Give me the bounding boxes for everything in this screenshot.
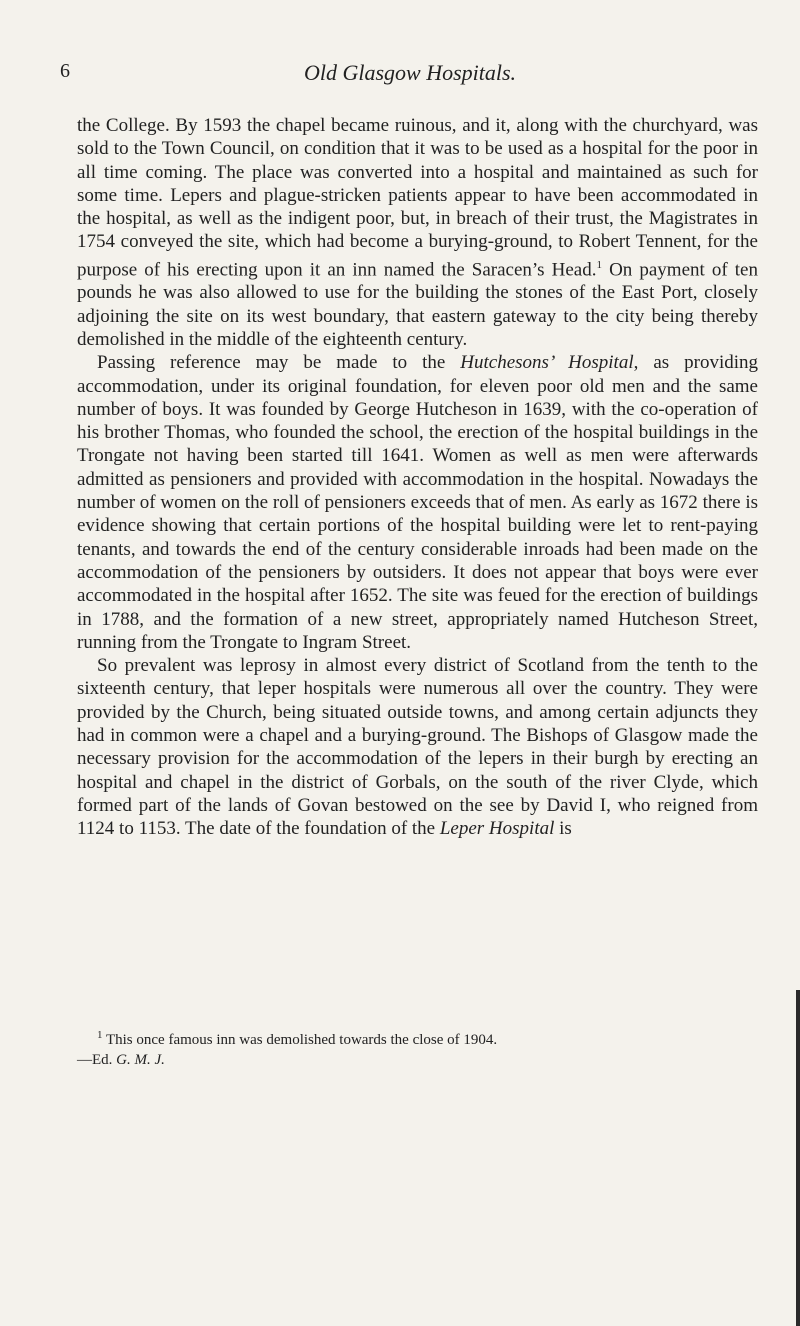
paragraph-text: On payment of ten pounds he was also allowed to use for the building the stones of the East Port, closely adjoining the site on its west boundary, that eastern gateway to the city being thereby demolished in the middle of the eighteenth century.	[77, 259, 758, 350]
editor-label: —Ed.	[77, 1052, 117, 1068]
body-text	[77, 114, 758, 841]
paragraph-text: Passing reference may be made to the	[97, 352, 461, 374]
footnote-line	[77, 1025, 758, 1050]
paragraph	[77, 114, 758, 351]
footnote-marker: 1	[97, 1029, 103, 1041]
page-edge	[796, 990, 800, 1326]
italic-term: Hutchesons’ Hospital	[460, 352, 634, 374]
page-header	[60, 60, 760, 90]
footnote	[77, 1025, 758, 1070]
editor-initials: G. M. J.	[116, 1052, 165, 1068]
paragraph-text: , as providing accommodation, under its original foundation, for eleven poor old men and the same number of boys. It was founded by George Hutcheson in 1639, with the co-operation of his brother Thomas, who founded the school, the erection of the hospital buildings in the Trongate not having been started till 1641. Women as well as men were afterwards admitted as pensioners and provided with accommodation in the hospital. Nowadays the number of women on the roll of pensioners exceeds that of men. As early as 1672 there is evidence showing that certain portions of the hospital building were let to rent-paying tenants, and towards the end of the century considerable inroads had been made on the accommodation of the pensioners by outsiders. It does not appear that boys were ever accommodated in the hospital after 1652. The site was feued for the erection of buildings in 1788, and the formation of a new street, appropriately named Hutcheson Street, running from the Trongate to Ingram Street.	[77, 352, 759, 653]
paragraph-text: So prevalent was leprosy in almost every district of Scotland from the tenth to the sixteenth century, that leper hospitals were numerous all over the country. They were provided by the Church, being situated outside towns, and among certain adjuncts they had in common were a chapel and a burying-ground. The Bishops of Glasgow made the necessary provision for the accommodation of the lepers in their burgh by erecting an hospital and chapel in the district of Gorbals, on the south of the river Clyde, which formed part of the lands of Govan bestowed on the see by David I, who reigned from 1124 to 1153. The date of the foundation of the	[77, 655, 758, 840]
paragraph-text: is	[554, 818, 572, 840]
paragraph-text: the College. By 1593 the chapel became ruinous, and it, along with the churchyard, was sold to the Town Council, on condition that it was to be used as a hospital for the poor in all time coming. The place was converted into a hospital and maintained as such for some time. Lepers and plague-stricken patients appear to have been accommodated in the hospital, as well as the indigent poor, but, in breach of their trust, the Magistrates in 1754 conveyed the site, which had become a burying-ground, to Robert Tennent, for the purpose of his erecting upon it an inn named the Saracen’s Head.	[77, 115, 758, 281]
paragraph	[77, 654, 758, 840]
paragraph	[77, 351, 758, 654]
running-title: Old Glasgow Hospitals.	[303, 60, 517, 85]
page-number: 6	[60, 60, 70, 82]
footnote-text: This once famous inn was demolished towards the close of 1904.	[102, 1032, 498, 1048]
footnote-reference: 1	[596, 258, 602, 271]
italic-term: Leper Hospital	[439, 818, 555, 840]
footnote-signoff	[77, 1050, 758, 1070]
